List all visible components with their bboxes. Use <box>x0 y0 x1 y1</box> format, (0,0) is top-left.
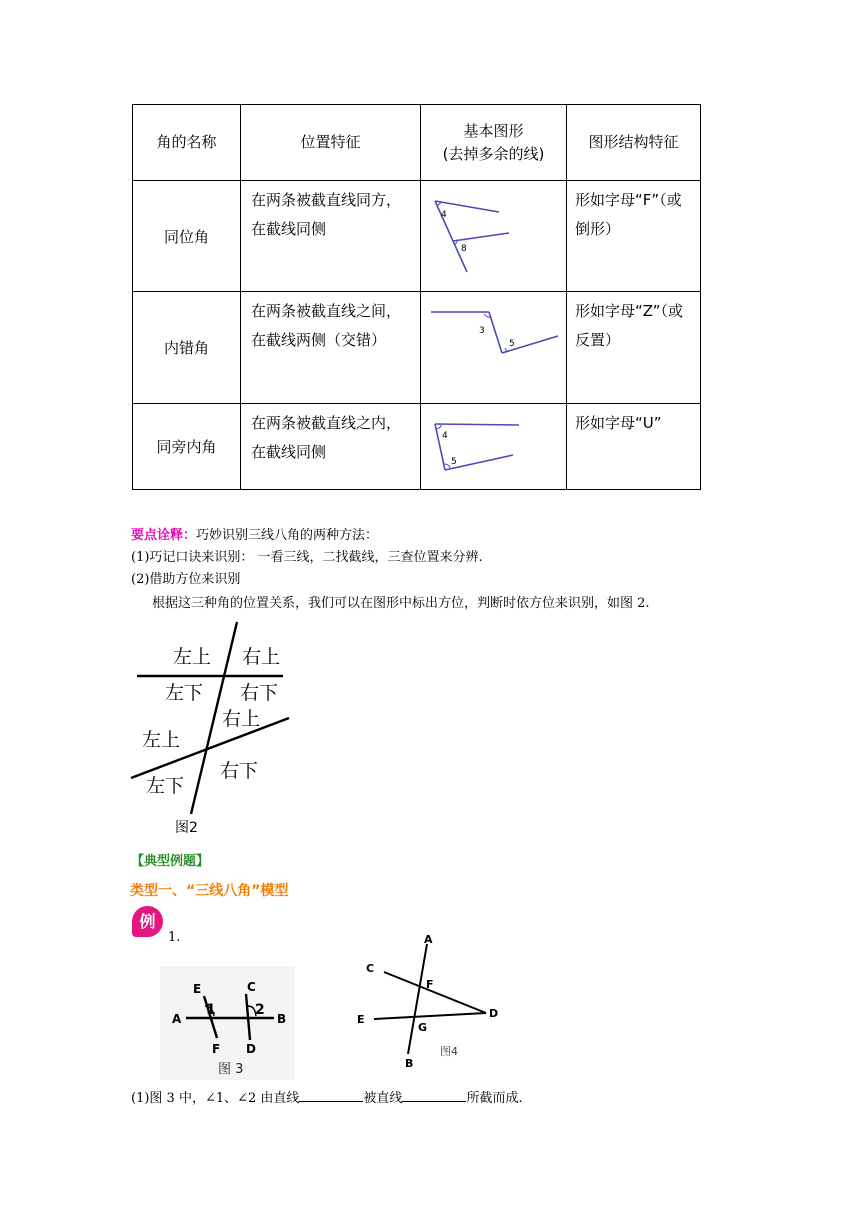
figure-alternate-angles <box>421 292 567 404</box>
label-upper-right-2: 右上 <box>222 708 261 730</box>
point-b: B <box>277 1012 287 1026</box>
label-lower-left: 左下 <box>165 682 204 704</box>
point-g: G <box>418 1021 428 1034</box>
row-position: 在两条被截直线之间，在截线两侧（交错） <box>241 292 421 404</box>
row-position: 在两条被截直线同方，在截线同侧 <box>241 181 421 292</box>
point-a: A <box>424 933 433 946</box>
method-2: (2)借助方位来识别 <box>131 572 241 587</box>
header-name: 角的名称 <box>133 105 241 181</box>
section-heading: 【典型例题】 <box>131 854 210 869</box>
point-c: C <box>366 962 375 975</box>
row-name: 内错角 <box>133 292 241 404</box>
angle-label-5: 5 <box>451 457 457 467</box>
method-1: (1)巧记口诀来识别： 一看三线，二找截线，三查位置来分辨. <box>131 550 483 565</box>
figure-4-diagram <box>352 930 517 1070</box>
method-2-description: 根据这三种角的位置关系，我们可以在图形中标出方位，判断时依方位来识别，如图 2. <box>152 596 650 611</box>
figure-3-diagram <box>160 966 295 1080</box>
point-a: A <box>172 1012 182 1026</box>
type-1-heading: 类型一、“三线八角”模型 <box>130 883 289 899</box>
angle-label-3: 3 <box>479 326 485 336</box>
header-position: 位置特征 <box>241 105 421 181</box>
key-points-text: 巧妙识别三线八角的两种方法： <box>196 528 379 543</box>
example-number: 1. <box>168 930 181 945</box>
point-b: B <box>405 1057 414 1070</box>
point-f: F <box>212 1042 221 1056</box>
angle-types-table <box>132 104 701 490</box>
label-lower-right: 右下 <box>240 682 279 704</box>
figure-2-diagram <box>125 618 295 838</box>
point-e: E <box>357 1013 365 1026</box>
example-badge-label: 例 <box>139 912 156 931</box>
row-name: 同位角 <box>133 181 241 292</box>
row-feature: 形如字母“Z”（或反置） <box>567 292 701 404</box>
question-1-text-b: 被直线 <box>363 1091 403 1106</box>
table-row <box>133 292 701 404</box>
angle-label-5: 5 <box>509 339 515 349</box>
angle-2-label: 2 <box>255 1002 265 1018</box>
angle-label-4: 4 <box>441 210 447 220</box>
figure-interior-angles <box>421 404 567 490</box>
row-name: 同旁内角 <box>133 404 241 490</box>
header-feature: 图形结构特征 <box>567 105 701 181</box>
question-1-text-a: (1)图 3 中，∠1、∠2 由直线 <box>131 1091 300 1106</box>
answer-blank-2[interactable] <box>402 1089 466 1102</box>
question-1-text-c: 所截而成. <box>466 1091 523 1106</box>
angle-label-8: 8 <box>461 244 467 254</box>
row-feature: 形如字母“U” <box>567 404 701 490</box>
point-e: E <box>193 982 202 996</box>
table-row <box>133 181 701 292</box>
angle-1-label: 1 <box>206 1002 216 1018</box>
header-figure: 基本图形 (去掉多余的线) <box>421 105 567 181</box>
figure-4-caption: 图4 <box>440 1045 458 1058</box>
question-1 <box>131 1089 523 1109</box>
label-upper-left: 左上 <box>173 646 212 668</box>
angle-label-4: 4 <box>442 431 448 441</box>
key-points-line <box>131 526 378 546</box>
label-upper-left-2: 左上 <box>142 729 181 751</box>
key-points-heading: 要点诠释： <box>131 528 197 543</box>
label-upper-right: 右上 <box>242 646 281 668</box>
table-header-row <box>133 105 701 181</box>
point-c: C <box>247 980 256 994</box>
figure-3-caption: 图 3 <box>218 1062 244 1077</box>
point-d: D <box>489 1007 499 1020</box>
answer-blank-1[interactable] <box>299 1089 363 1102</box>
table-row <box>133 404 701 490</box>
label-lower-right-2: 右下 <box>220 760 259 782</box>
point-d: D <box>246 1042 256 1056</box>
row-position: 在两条被截直线之内，在截线同侧 <box>241 404 421 490</box>
row-feature: 形如字母“F”（或倒形） <box>567 181 701 292</box>
label-lower-left-2: 左下 <box>146 775 185 797</box>
point-f: F <box>426 978 434 991</box>
figure-corresponding-angles <box>421 181 567 292</box>
figure-2-caption: 图2 <box>175 820 198 836</box>
example-badge <box>132 906 163 937</box>
